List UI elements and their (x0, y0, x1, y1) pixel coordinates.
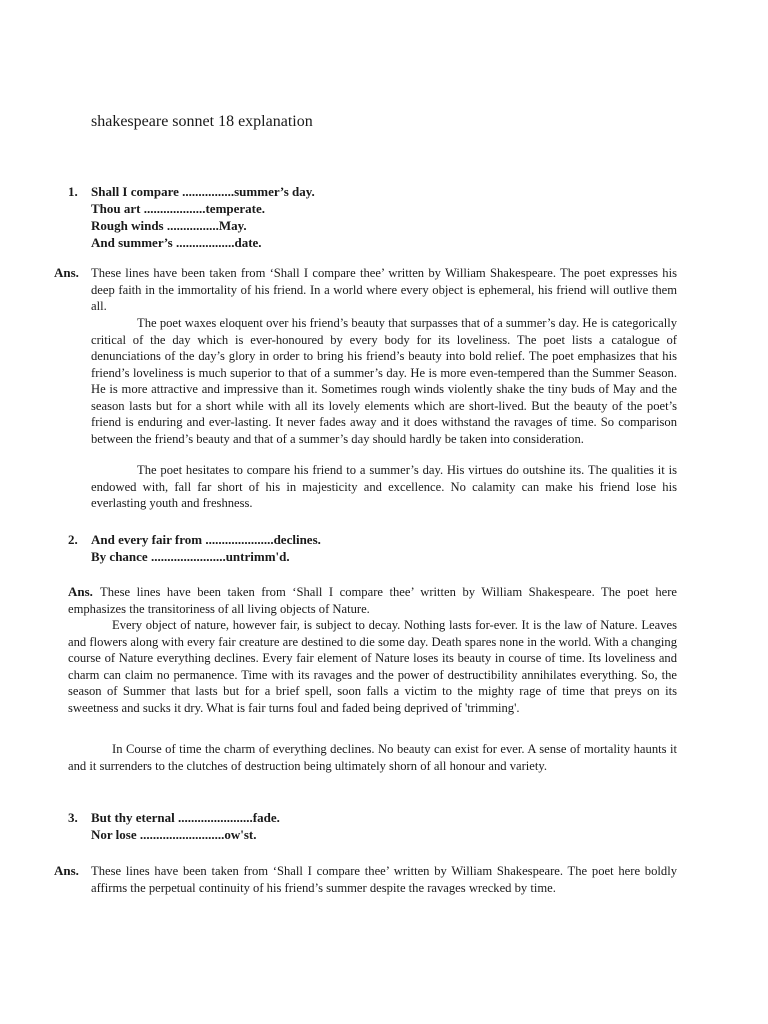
answer-paragraph: These lines have been taken from ‘Shall I compare thee’ written by William Shakespeare. The poet expresses his deep faith in the immortality of his friend. In a world where every object is ephemeral, his friend will outlive them all. (91, 266, 677, 313)
answer-label: Ans. (54, 863, 79, 878)
answer-paragraph: Every object of nature, however fair, is subject to decay. Nothing lasts for-ever. It is the law of Nature. Leaves and flowers along with every fair creature are destined to die some day. Death spares none in the world. With a changing course of Nature everything declines. Every fair element of Nature loses its beauty in course of time. Its loveliness and charm can claim no permanence. Time with its ravages and the power of destructibility annihilates everything. So, the season of Summer that lasts but for a brief spell, soon falls a victim to the mighty rage of time that preys on its sweetness and sucks it dry. What is fair turns foul and faded being deprived of 'trimming'. (68, 618, 677, 715)
question-number: 1. (68, 184, 78, 199)
question-2 (68, 531, 388, 567)
page-title: shakespeare sonnet 18 explanation (91, 113, 313, 130)
answer-paragraph (68, 584, 677, 617)
answer-paragraph: The poet hesitates to compare his friend to a summer’s day. His virtues do outshine its. The qualities it is endowed with, fall far short of his in majesticity and excellence. No calamity can make his friend lose his everlasting youth and freshness. (91, 463, 677, 510)
question-number: 3. (68, 810, 78, 825)
question-line: And summer’s ..................date. (91, 235, 262, 250)
question-line: Rough winds ................May. (91, 218, 247, 233)
question-1 (68, 183, 388, 253)
question-3 (68, 809, 388, 845)
question-line: Shall I compare ................summer’s day. (91, 184, 315, 199)
question-line: And every fair from .....................declines. (91, 532, 321, 547)
answer-label: Ans. (54, 265, 79, 280)
question-line: Thou art ...................temperate. (91, 201, 266, 216)
answer-label: Ans. (68, 584, 93, 599)
answer-text: These lines have been taken from ‘Shall I compare thee’ written by William Shakespeare. The poet here emphasizes the transitoriness of all living objects of Nature. (68, 585, 677, 616)
question-lines (91, 809, 280, 843)
question-lines (91, 183, 315, 251)
question-lines (91, 531, 321, 565)
question-number: 2. (68, 532, 78, 547)
question-line: Nor lose ..........................ow'st. (91, 827, 257, 842)
question-line: By chance .......................untrimm'd. (91, 549, 290, 564)
question-line: But thy eternal .......................fade. (91, 810, 280, 825)
answer-paragraph: These lines have been taken from ‘Shall I compare thee’ written by William Shakespeare. The poet here boldly affirms the perpetual continuity of his friend’s summer despite the ravages wrecked by time. (91, 864, 677, 895)
answer-paragraph: The poet waxes eloquent over his friend’s beauty that surpasses that of a summer’s day. He is categorically critical of the day which is ever-honoured by every body for its loveliness. The poet lists a catalogue of denunciations of the day’s glory in order to bring his friend’s beauty into bold relief. The poet emphasizes that his friend’s loveliness is much superior to that of a summer’s day. He is more even-tempered than the Summer Season. He is more attractive and impressive than it. Sometimes rough winds violently shake the tiny buds of May and the season lasts but for a short while with all its lovely elements which are short-lived. But the beauty of the poet’s friend is enduring and ever-lasting. It never fades away and it does withstand the ravages of time. So comparison between the friend’s beauty and that of a summer’s day should hardly be taken into consideration. (91, 316, 677, 446)
answer-paragraph: In Course of time the charm of everything declines. No beauty can exist for ever. A sense of mortality haunts it and it surrenders to the clutches of destruction being ultimately shorn of all honour and variety. (68, 742, 677, 773)
